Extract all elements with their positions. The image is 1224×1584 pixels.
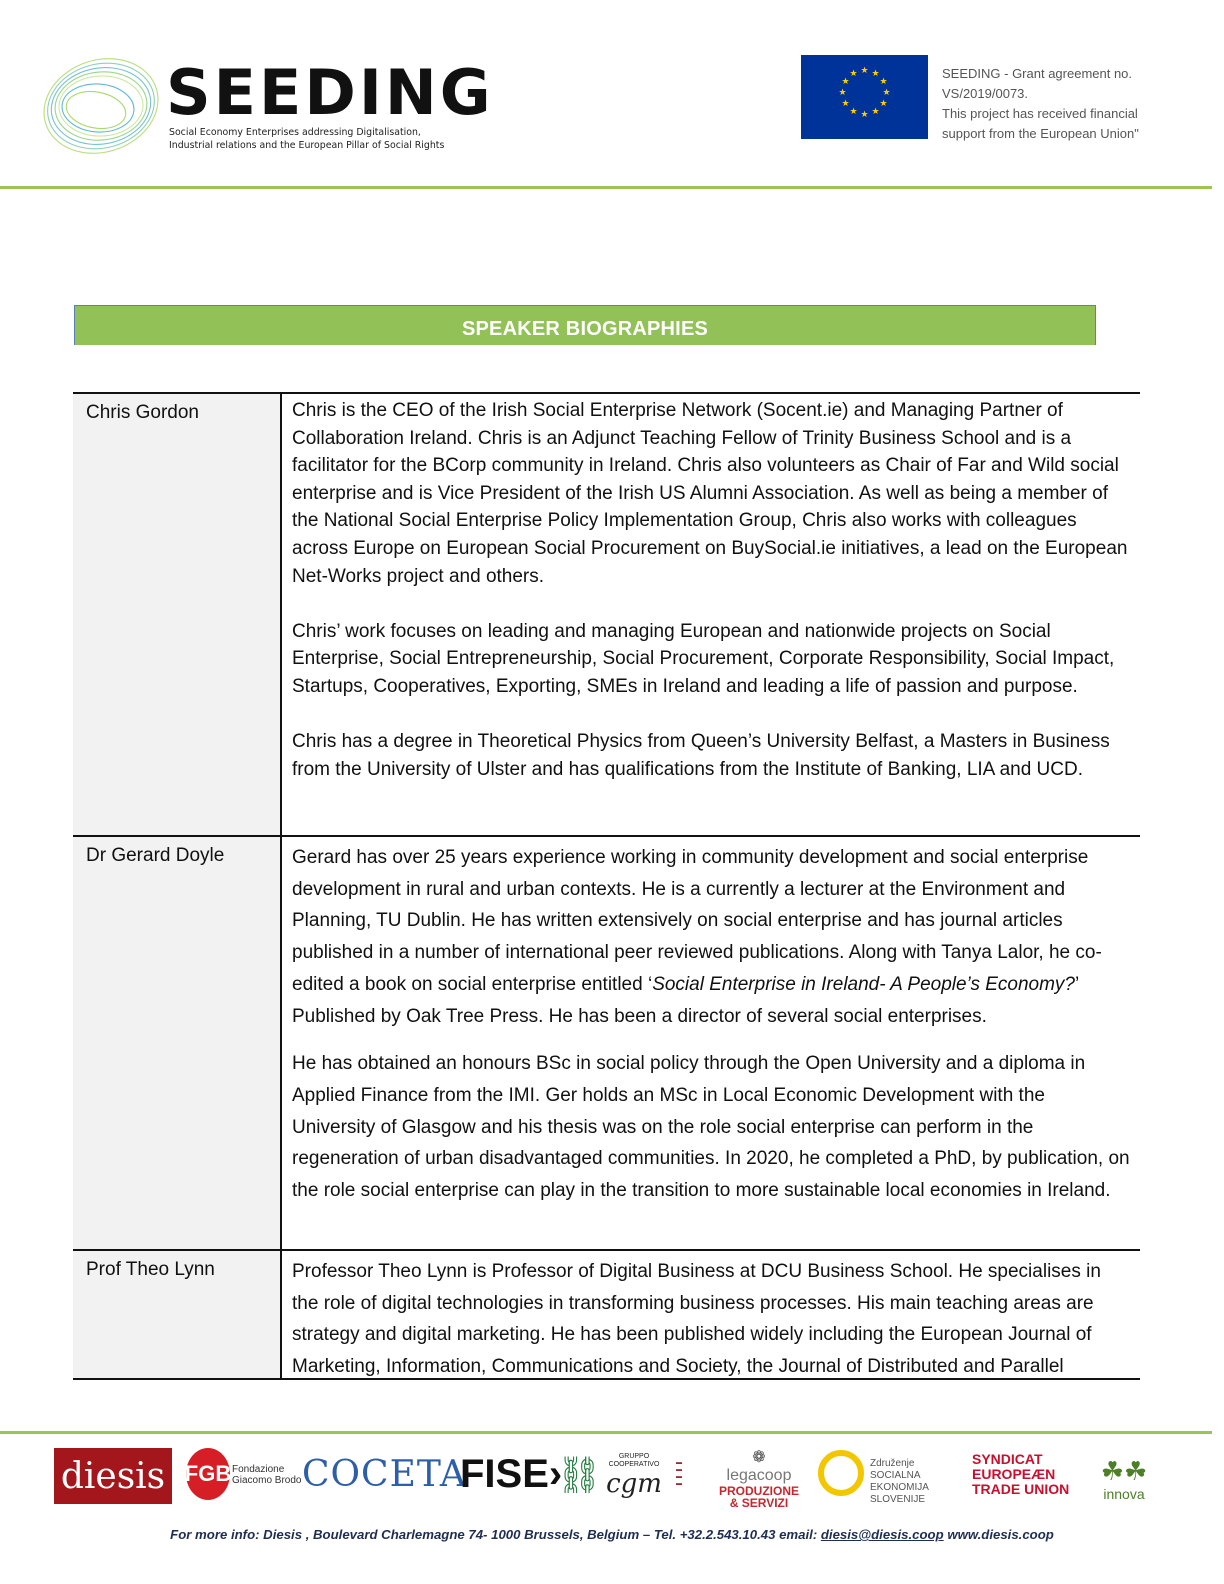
svg-text:★: ★ [879,77,888,87]
bio-paragraph: Chris has a degree in Theoretical Physics from Queen’s University Belfast, a Masters in Business from the University of Ulster and has qualifications from the Institute of Banking, LIA and UCD. [292,731,1110,780]
table-row [73,837,1140,1251]
svg-text:★: ★ [849,107,858,117]
bio-paragraph: Gerard has over 25 years experience working in community development and social enterprise development in rural and urban contexts. He is a currently a lecturer at the Environment and Planning, TU Dublin. He has written extensively on social enterprise and has journal articles published in a number of international peer reviewed publications. Along with Tanya Lalor, he co-edited a book on social enterprise entitled ‘Social Enterprise in Ireland- A People’s Economy?’ Published by Oak Tree Press. He has been a director of several social enterprises. [292,847,1102,1027]
bio-paragraph: He has obtained an honours BSc in social policy through the Open University and a diploma in Applied Finance from the IMI. Ger holds an MSc in Local Economic Development with the University of Glasgow and his thesis was on the role social enterprise can perform in the regeneration of urban disadvantaged communities. In 2020, he completed a PhD, by publication, on the role social enterprise can play in the transition to more sustainable local economies in Ireland. [292,1053,1130,1202]
page-header [0,0,1224,192]
svg-text:★: ★ [841,99,850,109]
speaker-bio [282,394,1140,835]
svg-text:★: ★ [860,110,869,120]
speaker-bio [282,837,1140,1249]
seeding-logo-tagline: Social Economy Enterprises addressing Digitalisation, Industrial relations and the European Pillar of Social Rights [169,127,445,151]
table-row [73,1251,1140,1380]
grant-notice: SEEDING - Grant agreement no. VS/2019/0073. This project has received financial support from the European Union" [942,66,1139,141]
svg-text:★: ★ [879,99,888,109]
speaker-name: Chris Gordon [73,394,282,835]
svg-text:★: ★ [871,69,880,79]
fise-logo: FISE› [460,1452,563,1496]
alleanza-cooperative-logo-icon: ▬ ▬ ▬ ▬ [676,1460,682,1487]
innova-logo: ☘☘ innova [1100,1456,1148,1502]
svg-text:★: ★ [860,66,869,76]
innova-people-icon: ☘☘ [1100,1456,1148,1486]
website-link[interactable]: www.diesis.coop [943,1527,1054,1542]
fgb-logo: FGB [186,1448,230,1500]
legacoop-logo: ❁ legacoop PRODUZIONE & SERVIZI [718,1449,799,1510]
seeding-logo-wordmark: SEEDING [166,56,494,129]
footer-contact-info: For more info: Diesis , Boulevard Charlemagne 74- 1000 Brussels, Belgium – Tel. +32.2.543.10.43 email: diesis@diesis.coop www.diesis.coop [170,1527,1054,1542]
table-row [73,394,1140,837]
speaker-bio [282,1251,1140,1378]
diesis-logo: diesis [54,1448,172,1504]
email-link[interactable]: diesis@diesis.coop [820,1527,944,1542]
syndicat-logo: SYNDICAT EUROPEÆN TRADE UNION [972,1451,1070,1497]
bio-paragraph: Chris’ work focuses on leading and managing European and nationwide projects on Social Enterprise, Social Entrepreneurship, Social Procurement, Corporate Responsibility, Social Impact, Startups, Cooperatives, Exporting, SMEs in Ireland and leading a life of passion and purpose. [292,620,1115,697]
zdruzenje-ring-icon [818,1450,864,1496]
svg-text:★: ★ [849,69,858,79]
svg-text:★: ★ [838,88,847,98]
zdruzenje-logo-text: Združenje SOCIALNA EKONOMIJA SLOVENIJE [870,1458,929,1505]
legacoop-symbol-icon: ❁ [752,1449,766,1466]
seeding-swirl-logo-icon [38,50,164,162]
svg-text:★: ★ [882,88,891,98]
chain-logo-icon: ⛓ [556,1454,602,1495]
section-title: SPEAKER BIOGRAPHIES [461,318,709,340]
eu-flag-icon [801,55,928,139]
speaker-name: Dr Gerard Doyle [73,837,282,1249]
coceta-logo: COCETA [302,1454,467,1495]
header-divider [0,186,1212,189]
svg-text:★: ★ [871,107,880,117]
fgb-logo-text: Fondazione Giacomo Brodo [232,1464,302,1486]
svg-text:★: ★ [841,77,850,87]
speaker-bios-table [73,392,1140,1380]
footer-divider [0,1431,1212,1434]
bio-paragraph: Professor Theo Lynn is Professor of Digital Business at DCU Business School. He specialises in the role of digital technologies in transforming business processes. His main teaching areas are strategy and digital marketing. He has been published widely including the European Journal of Marketing, Information, Communications and Society, the Journal of Distributed and Parallel [292,1261,1101,1378]
bio-paragraph: Chris is the CEO of the Irish Social Enterprise Network (Socent.ie) and Managing Partner of Collaboration Ireland. Chris is an Adjunct Teaching Fellow of Trinity Business School and is a facilitator for the BCorp community in Ireland. Chris also volunteers as Chair of Far and Wild social enterprise and is Vice President of the Irish US Alumni Association. As well as being a member of the National Social Enterprise Policy Implementation Group, Chris also works with colleagues across Europe on European Social Procurement on BuySocial.ie initiatives, a lead on the European Net-Works project and others. [292,400,1128,587]
section-title-bar [74,305,1096,345]
book-title: Social Enterprise in Ireland- A People’s Economy? [652,973,1075,995]
speaker-name: Prof Theo Lynn [73,1251,282,1378]
partner-logos [54,1446,1164,1522]
cgm-logo: GRUPPO COOPERATIVO cgm [606,1453,662,1499]
